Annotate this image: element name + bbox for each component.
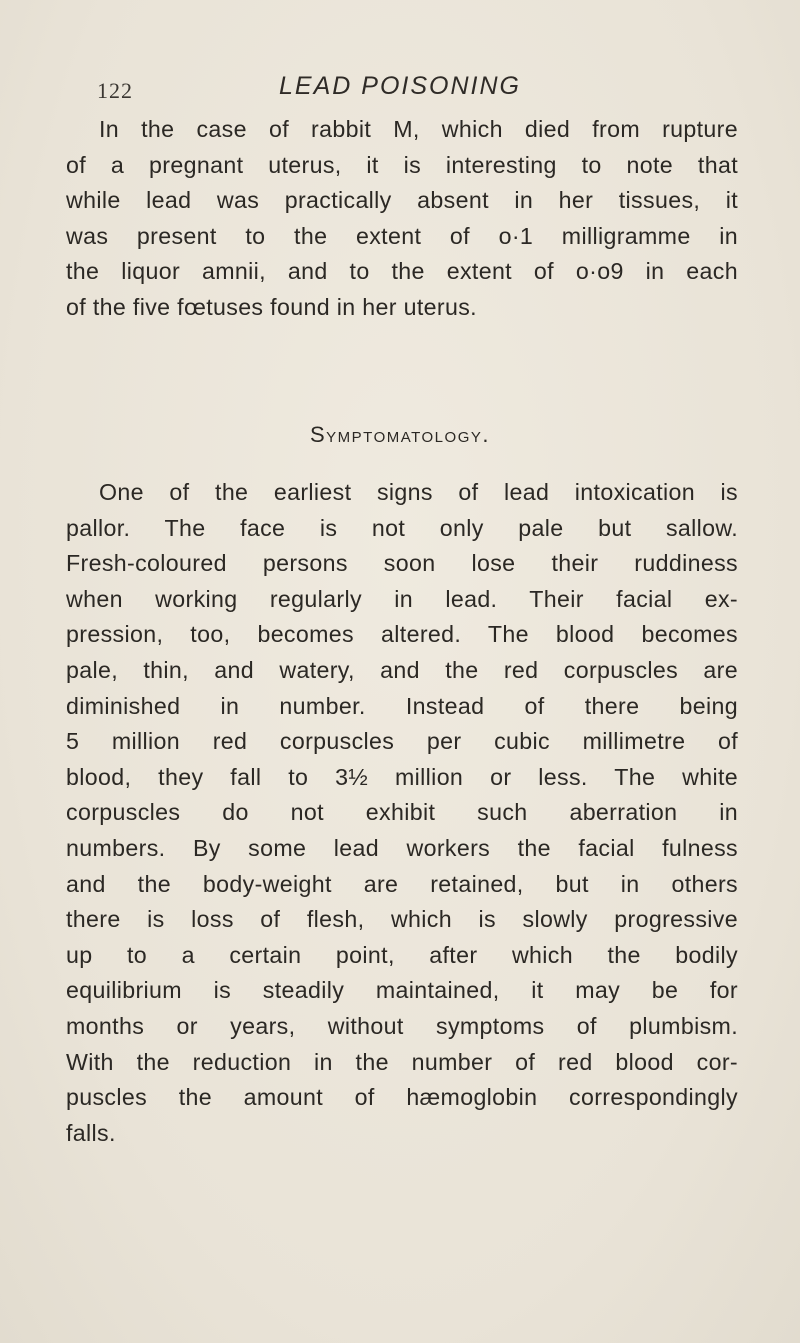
text-line: With the reduction in the number of red blood cor-: [66, 1048, 738, 1075]
text-line: numbers. By some lead workers the facial fulness: [66, 834, 738, 861]
text-line: the liquor amnii, and to the extent of o·o9 in each: [66, 258, 738, 285]
text-line: In the case of rabbit M, which died from rupture: [99, 116, 738, 142]
section-heading: Symptomatology.: [310, 422, 490, 447]
text-line: while lead was practically absent in her tissues, it: [66, 187, 738, 214]
text-line: 5 million red corpuscles per cubic millimetre of: [66, 728, 738, 755]
text-line: pression, too, becomes altered. The blood becomes: [66, 621, 738, 648]
text-line: blood, they fall to 3½ million or less. The white: [66, 763, 738, 790]
text-line: equilibrium is steadily maintained, it may be for: [66, 977, 738, 1004]
text-line: puscles the amount of hæmoglobin correspondingly: [66, 1084, 738, 1111]
text-line: of the five fœtuses found in her uterus.: [66, 293, 477, 320]
text-line: falls.: [66, 1119, 116, 1146]
text-line: pallor. The face is not only pale but sallow.: [66, 514, 738, 541]
text-line: and the body-weight are retained, but in others: [66, 870, 738, 897]
page-number: 122: [97, 78, 133, 103]
text-line: up to a certain point, after which the bodily: [66, 941, 738, 968]
text-line: pale, thin, and watery, and the red corpuscles are: [66, 656, 738, 683]
text-line: Fresh-coloured persons soon lose their ruddiness: [66, 550, 738, 577]
text-line: corpuscles do not exhibit such aberration in: [66, 799, 738, 826]
text-line: diminished in number. Instead of there being: [66, 692, 738, 719]
text-line: One of the earliest signs of lead intoxication is: [99, 479, 738, 505]
text-line: of a pregnant uterus, it is interesting to note that: [66, 151, 738, 178]
text-line: when working regularly in lead. Their facial ex-: [66, 585, 738, 612]
text-line: months or years, without symptoms of plumbism.: [66, 1012, 738, 1039]
paragraph-symptomatology: [66, 475, 738, 1151]
page-header: [0, 72, 800, 112]
running-head: LEAD POISONING: [279, 72, 521, 100]
text-line: there is loss of flesh, which is slowly progressive: [66, 906, 738, 933]
text-line: was present to the extent of o·1 milligramme in: [66, 222, 738, 249]
paragraph-rabbit-case: [66, 112, 738, 326]
